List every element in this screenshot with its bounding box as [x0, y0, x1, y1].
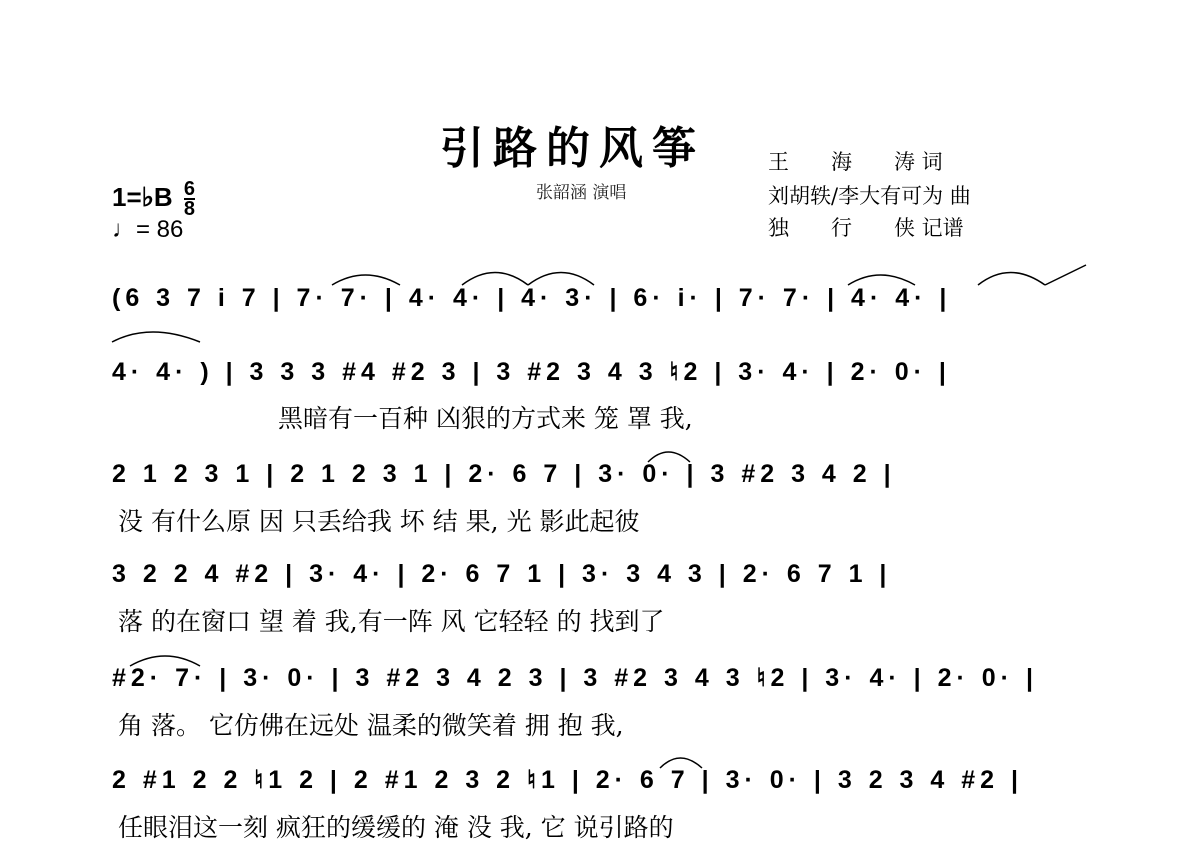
lyric-row-5: 角 落。 它仿佛在远处 温柔的微笑着 拥 抱 我, [118, 711, 624, 740]
score-row-4: 3 2 2 4 #2 | 3· 4· | 2· 6 7 1 | 3· 3 4 3 | 2· 6 7 1 | [112, 560, 892, 588]
lyricist-credit: 王 海 涛 词 [768, 150, 943, 174]
slur [1045, 265, 1086, 285]
lyric-row-6: 任眼泪这一刻 疯狂的缓缓的 淹 没 我, 它 说引路的 [118, 813, 674, 842]
time-bottom: 8 [183, 198, 196, 220]
key-label: 1=♭B [112, 181, 173, 212]
slur [528, 273, 594, 286]
song-title: 引路的风筝 [440, 123, 705, 174]
slur [978, 273, 1045, 286]
score-row-6: 2 #1 2 2 ♮1 2 | 2 #1 2 3 2 ♮1 | 2· 6 7 | 3· 0· | 3 2 3 4 #2 | [112, 766, 1024, 794]
singer-credit: 张韶涵 演唱 [536, 183, 627, 203]
time-top: 6 [183, 178, 196, 200]
slur [112, 332, 200, 342]
slur [332, 275, 400, 285]
slur [848, 275, 915, 285]
transcriber-credit: 独 行 侠 记谱 [768, 216, 964, 240]
slur [130, 656, 200, 666]
score-row-5: #2· 7· | 3· 0· | 3 #2 3 4 2 3 | 3 #2 3 4 3 ♮2 | 3· 4· | 2· 0· | [112, 664, 1038, 692]
score-row-3: 2 1 2 3 1 | 2 1 2 3 1 | 2· 6 7 | 3· 0· | 3 #2 3 4 2 | [112, 460, 896, 488]
lyric-row-3: 没 有什么原 因 只丢给我 坏 结 果, 光 影此起彼 [118, 507, 640, 536]
composer-credit: 刘胡轶/李大有可为 曲 [768, 184, 971, 208]
slur [462, 273, 528, 286]
lyric-row-4: 落 的在窗口 望 着 我,有一阵 风 它轻轻 的 找到了 [118, 607, 665, 636]
score-row-1: (6 3 7 i 7 | 7· 7· | 4· 4· | 4· 3· | 6· i· | 7· 7· | 4· 4· | [112, 284, 952, 312]
lyric-row-2: 黑暗有一百种 凶狠的方式来 笼 罩 我, [278, 404, 693, 433]
tempo-marking: ♩= 86 [112, 216, 184, 243]
score-row-2: 4· 4· ) | 3 3 3 #4 #2 3 | 3 #2 3 4 3 ♮2 | 3· 4· | 2· 0· | [112, 358, 951, 386]
slur [660, 758, 702, 768]
slur [648, 452, 690, 462]
